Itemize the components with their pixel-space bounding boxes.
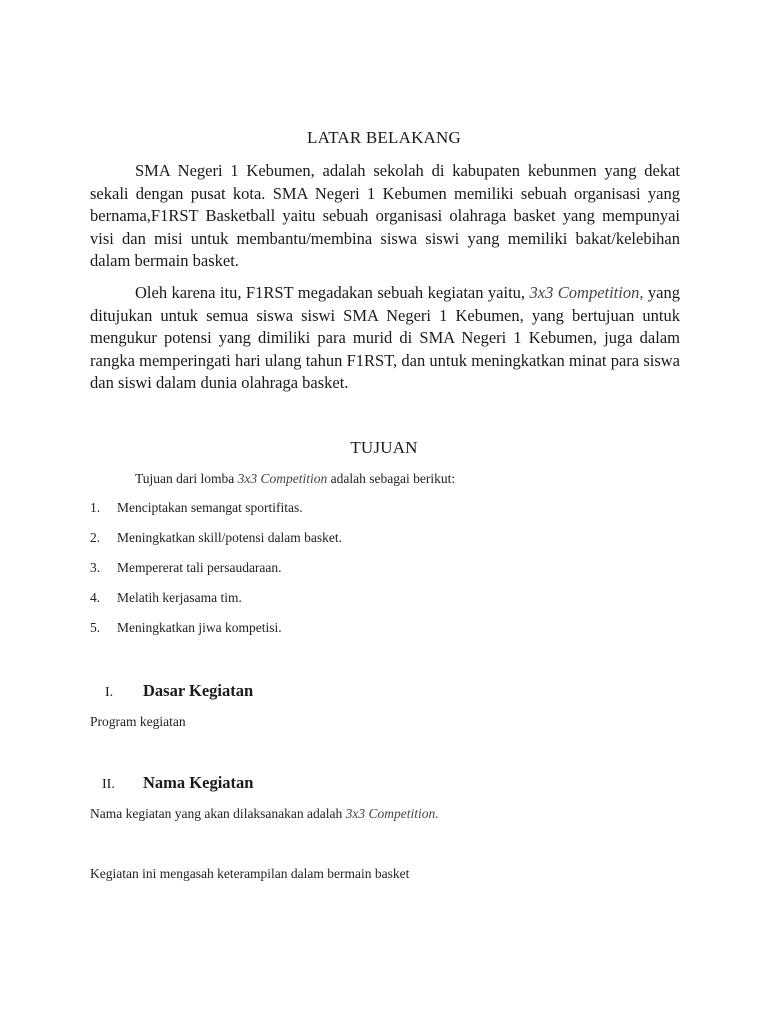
dasar-kegiatan-body: Program kegiatan	[90, 714, 186, 729]
list-item-text: Meningkatkan skill/potensi dalam basket.	[117, 530, 342, 545]
latar-p2-text-after: yang ditujukan untuk semua siswa siswi SMA Negeri 1 Kebumen, yang bertujuan untuk mengukur potensi yang dimiliki para murid di SMA Negeri 1 Kebumen, juga dalam rangka memperingati hari ulang tahun F1RST, dan untuk meningkatkan minat para siswa dan siswi dalam dunia olahraga basket.	[90, 283, 681, 392]
list-item-text: Melatih kerjasama tim.	[117, 590, 242, 605]
tujuan-intro	[135, 470, 455, 488]
nama-kegiatan-body	[90, 805, 439, 823]
dasar-title: Dasar Kegiatan	[143, 681, 254, 700]
nama-kegiatan-section-heading	[102, 773, 253, 793]
latar-belakang-heading: LATAR BELAKANG	[307, 128, 461, 147]
list-item-text: Menciptakan semangat sportifitas.	[117, 500, 303, 515]
latar-paragraph-1: SMA Negeri 1 Kebumen, adalah sekolah di kabupaten kebunmen yang dekat sekali dengan pusat kota. SMA Negeri 1 Kebumen memiliki sebuah organisasi yang bernama,F1RST Basketball yaitu sebuah organisasi olahraga basket yang mempunyai visi dan misi untuk membantu/membina siswa siswi yang memiliki bakat/kelebihan dalam bermain basket.	[90, 161, 680, 270]
list-item	[90, 558, 342, 588]
nama-numeral: II.	[102, 777, 115, 792]
dasar-numeral: I.	[105, 685, 114, 700]
tujuan-intro-after: adalah sebagai berikut:	[327, 471, 456, 486]
dasar-kegiatan-section-heading	[105, 681, 253, 701]
list-item-text: Mempererat tali persaudaraan.	[117, 560, 282, 575]
tujuan-intro-italic: 3x3 Competition	[237, 471, 328, 486]
kegiatan-description: Kegiatan ini mengasah keterampilan dalam bermain basket	[90, 866, 410, 881]
list-item-number: 5.	[90, 620, 101, 635]
list-item	[90, 588, 342, 618]
list-item-text: Meningkatkan jiwa kompetisi.	[117, 620, 282, 635]
list-item-number: 1.	[90, 500, 101, 515]
list-item	[90, 618, 342, 648]
tujuan-list	[90, 498, 342, 648]
nama-body-before: Nama kegiatan yang akan dilaksanakan adalah	[90, 806, 346, 821]
latar-p2-italic: 3x3 Competition,	[529, 283, 644, 302]
tujuan-intro-before: Tujuan dari lomba	[135, 471, 238, 486]
nama-title: Nama Kegiatan	[143, 773, 254, 792]
list-item-number: 3.	[90, 560, 101, 575]
list-item	[90, 528, 342, 558]
latar-p2-text-before: Oleh karena itu, F1RST megadakan sebuah kegiatan yaitu,	[135, 283, 530, 302]
tujuan-heading: TUJUAN	[350, 438, 418, 457]
list-item	[90, 498, 342, 528]
list-item-number: 2.	[90, 530, 101, 545]
list-item-number: 4.	[90, 590, 101, 605]
latar-paragraph-2	[90, 282, 680, 395]
nama-body-italic: 3x3 Competition.	[345, 806, 439, 821]
